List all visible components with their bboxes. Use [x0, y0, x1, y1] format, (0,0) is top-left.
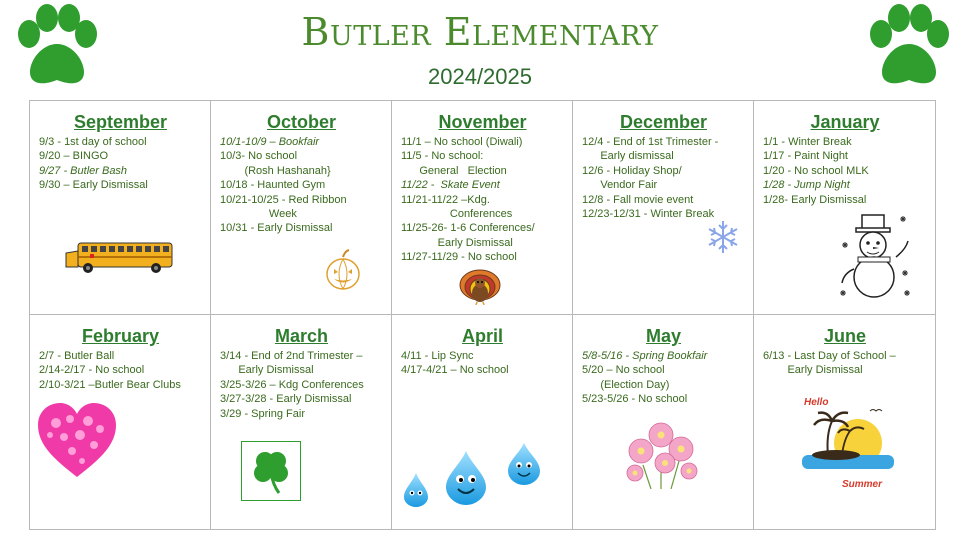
event-item: 3/27-3/28 - Early Dismissal: [220, 393, 352, 406]
event-item: 4/17-4/21 – No school: [401, 364, 509, 377]
page-title: Butler Elementary: [301, 10, 659, 54]
event-item: 3/25-3/26 – Kdg Conferences: [220, 378, 364, 391]
event-item: Early Dismissal: [401, 236, 513, 249]
event-item: 11/22 - Skate Event: [401, 179, 500, 192]
event-item: 3/14 - End of 2nd Trimester –: [220, 350, 363, 362]
event-item: 11/1 – No school (Diwali): [401, 136, 523, 148]
summer-island-icon: [798, 391, 898, 495]
event-item: 5/20 – No school: [582, 364, 665, 377]
month-cell-february: [30, 315, 211, 529]
month-heading: February: [81, 326, 160, 346]
month-heading: April: [461, 326, 503, 346]
event-list: [763, 135, 927, 207]
flowers-icon: [621, 421, 703, 489]
month-cell-april: [392, 315, 573, 529]
month-cell-may: [573, 315, 754, 529]
event-item: 4/11 - Lip Sync: [401, 350, 474, 362]
event-item: 10/1-10/9 – Bookfair: [220, 136, 320, 148]
heart-icon: [36, 401, 118, 479]
event-item: Conferences: [401, 208, 513, 221]
event-item: 2/14-2/17 - No school: [39, 364, 145, 377]
event-item: 5/23-5/26 - No school: [582, 393, 688, 406]
event-item: 3/29 - Spring Fair: [220, 407, 305, 420]
snowflake-icon: [705, 219, 741, 255]
event-item: 1/28 - Jump Night: [763, 179, 850, 192]
event-item: 10/18 - Haunted Gym: [220, 179, 326, 192]
event-item: 2/7 - Butler Ball: [39, 350, 115, 362]
event-item: 10/31 - Early Dismissal: [220, 222, 333, 235]
clover-icon: [241, 441, 301, 501]
event-list: [401, 349, 564, 378]
event-item: 9/3 - 1st day of school: [39, 136, 147, 148]
month-cell-november: [392, 101, 573, 315]
month-heading: June: [823, 326, 866, 346]
event-item: 9/30 – Early Dismissal: [39, 179, 148, 192]
event-list: [39, 135, 202, 193]
pumpkin-icon: [325, 249, 361, 291]
event-item: 9/20 – BINGO: [39, 150, 109, 163]
month-cell-october: [211, 101, 392, 315]
event-item: 2/10-3/21 –Butler Bear Clubs: [39, 378, 181, 391]
event-item: General Election: [401, 164, 507, 177]
event-item: 11/21-11/22 –Kdg.: [401, 193, 490, 206]
event-item: 1/20 - No school MLK: [763, 164, 869, 177]
event-item: (Rosh Hashanah}: [220, 164, 331, 177]
month-heading: January: [810, 112, 880, 132]
event-item: 12/4 - End of 1st Trimester -: [582, 136, 719, 148]
month-heading: November: [438, 112, 527, 132]
event-item: 1/28- Early Dismissal: [763, 193, 867, 206]
event-item: 11/27-11/29 - No school: [401, 251, 517, 264]
event-item: Early dismissal: [582, 150, 674, 163]
event-item: Early Dismissal: [220, 364, 314, 377]
month-cell-september: [30, 101, 211, 315]
event-item: 12/6 - Holiday Shop/: [582, 164, 682, 177]
event-list: [582, 135, 745, 221]
month-heading: October: [266, 112, 336, 132]
event-item: 11/25-26- 1-6 Conferences/: [401, 222, 535, 235]
month-cell-january: [754, 101, 935, 315]
event-item: (Election Day): [582, 378, 670, 391]
event-list: [39, 349, 202, 392]
event-item: Vendor Fair: [582, 179, 658, 192]
calendar-grid: [29, 100, 936, 530]
event-item: 10/3- No school: [220, 150, 298, 163]
event-item: 11/5 - No school:: [401, 150, 484, 163]
month-cell-june: [754, 315, 935, 529]
month-heading: March: [274, 326, 328, 346]
event-item: 1/1 - Winter Break: [763, 136, 852, 148]
event-item: 6/13 - Last Day of School –: [763, 350, 896, 362]
summer-text: Summer: [842, 479, 883, 490]
month-cell-march: [211, 315, 392, 529]
event-item: 10/21-10/25 - Red Ribbon: [220, 193, 347, 206]
event-list: [582, 349, 745, 407]
turkey-icon: [458, 269, 502, 305]
month-heading: May: [645, 326, 681, 346]
event-item: 9/27 - Butler Bash: [39, 164, 128, 177]
event-item: 1/17 - Paint Night: [763, 150, 848, 163]
summer-hello-text: Hello: [804, 397, 829, 408]
event-list: [220, 135, 383, 236]
event-item: 5/8-5/16 - Spring Bookfair: [582, 350, 708, 362]
month-heading: September: [73, 112, 168, 132]
month-heading: December: [619, 112, 708, 132]
snowman-icon: [836, 213, 916, 303]
event-item: Week: [220, 208, 297, 221]
event-item: 12/23-12/31 - Winter Break: [582, 208, 715, 221]
event-item: 12/8 - Fall movie event: [582, 193, 694, 206]
raindrops-icon: [400, 441, 560, 509]
event-item: Early Dismissal: [763, 364, 863, 377]
school-year: 2024/2025: [428, 64, 532, 89]
event-list: [763, 349, 927, 378]
month-cell-december: [573, 101, 754, 315]
event-list: [401, 135, 564, 265]
event-list: [220, 349, 383, 421]
school-bus-icon: [64, 241, 174, 275]
